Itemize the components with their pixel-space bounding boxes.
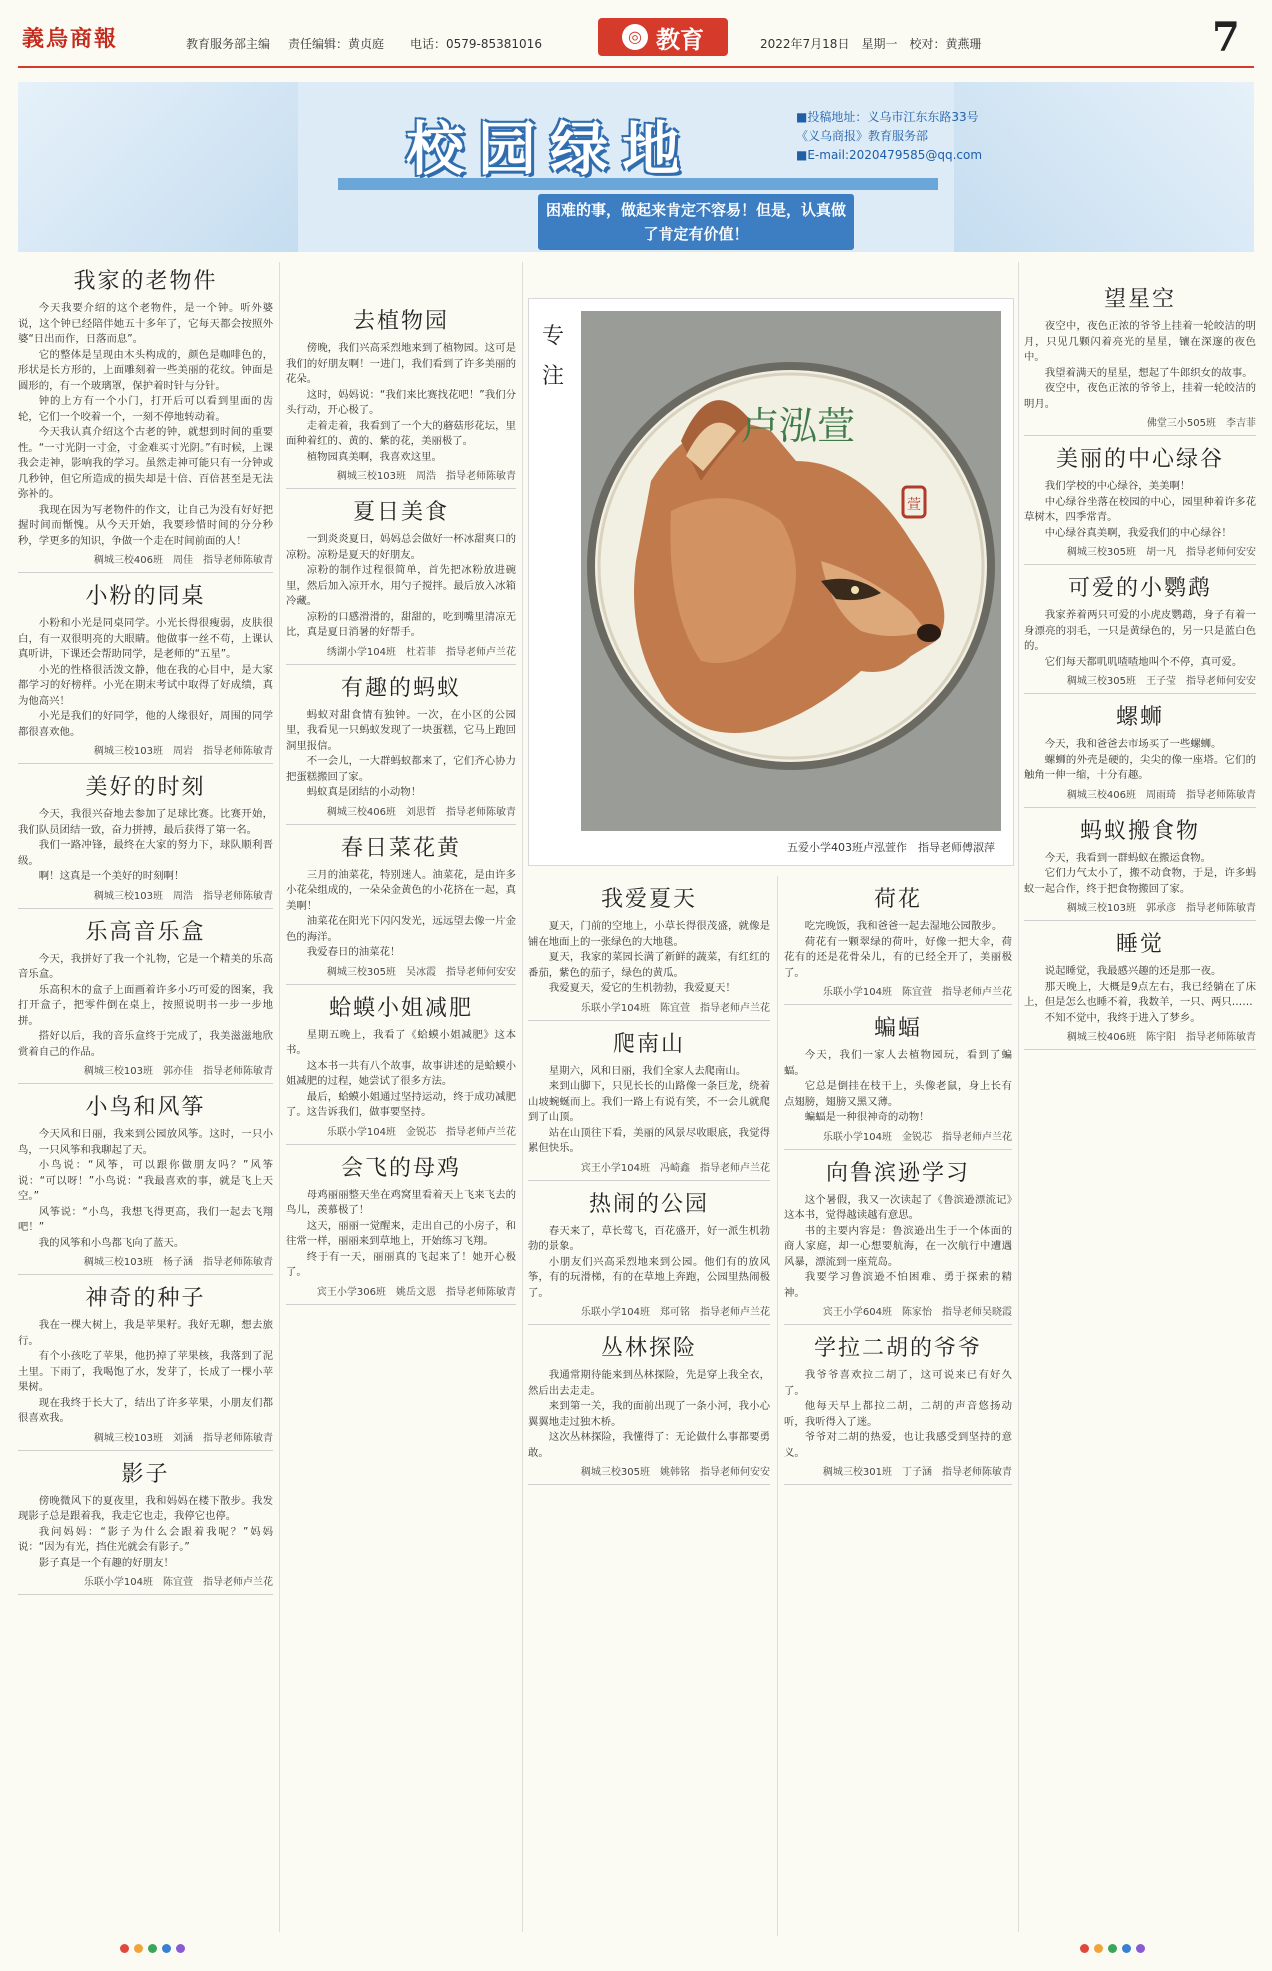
article-paragraph: 蚂蚁真是团结的小动物！ bbox=[306, 786, 422, 798]
article bbox=[18, 915, 273, 1078]
article-paragraph: 有个小孩吃了苹果，他扔掉了苹果核，我落到了泥土里。下雨了，我喝饱了水，发芽了，长成了一棵小苹果树。 bbox=[18, 1350, 273, 1393]
article-title: 美丽的中心绿谷 bbox=[1055, 447, 1224, 472]
article-paragraph: 今天，我拼好了我一个礼物，它是一个精美的乐高音乐盒。 bbox=[18, 952, 273, 980]
article-divider bbox=[528, 1484, 770, 1485]
article-title: 向鲁滨逊学习 bbox=[825, 1160, 970, 1186]
article-paragraph: 我爱春日的油菜花！ bbox=[306, 946, 401, 958]
article bbox=[286, 304, 516, 482]
article-byline: 稠城三校305班 胡一凡 指导老师何安安 bbox=[1066, 547, 1256, 558]
article-divider bbox=[286, 984, 516, 985]
article-paragraph: 中心绿谷坐落在校园的中心，园里种着许多花草树木，四季常青。 bbox=[1024, 495, 1256, 523]
article-byline: 稠城三校406班 陈宇阳 指导老师陈敏青 bbox=[1066, 1032, 1256, 1043]
article-paragraph: 夏天，门前的空地上，小草长得很茂盛，就像是铺在地面上的一张绿色的大地毯。 bbox=[528, 920, 770, 948]
article-byline: 稠城三校103班 周浩 指导老师陈敏青 bbox=[336, 471, 516, 482]
article-title: 去植物园 bbox=[352, 309, 449, 334]
header-divider bbox=[18, 66, 1254, 68]
article-title: 望星空 bbox=[1103, 287, 1176, 312]
article bbox=[784, 1331, 1012, 1478]
article bbox=[1024, 282, 1256, 429]
article-paragraph: 蝙蝠是一种很神奇的动物！ bbox=[804, 1111, 930, 1123]
article-title: 小粉的同桌 bbox=[85, 584, 206, 609]
article-paragraph: 荷花有一颗翠绿的荷叶，好像一把大伞，荷花有的还是花骨朵儿，有的已经全开了，美丽极了。 bbox=[784, 935, 1012, 979]
article-paragraph: 现在我终于长大了，结出了许多苹果，小朋友们都很喜欢我。 bbox=[18, 1396, 273, 1424]
column-divider bbox=[522, 262, 523, 1932]
footer-dot bbox=[176, 1944, 185, 1953]
article-title: 夏日美食 bbox=[352, 500, 449, 525]
column-4 bbox=[784, 876, 1012, 1936]
article-paragraph: 钟的上方有一个小门，打开后可以看到里面的齿轮，它们一个咬着一个，一刻不停地转动着。 bbox=[18, 395, 273, 423]
article-paragraph: 不知不觉中，我终于进入了梦乡。 bbox=[1044, 1011, 1201, 1024]
article-byline: 稠城三校103班 刘涵 指导老师陈敏青 bbox=[93, 1432, 273, 1444]
article-title: 丛林探险 bbox=[600, 1336, 697, 1361]
article-paragraph: 中心绿谷真美啊，我爱我们的中心绿谷！ bbox=[1044, 526, 1232, 539]
newspaper-logo: 義烏商報 bbox=[22, 26, 119, 52]
article-title: 可爱的小鹦鹉 bbox=[1067, 576, 1212, 601]
article bbox=[18, 770, 273, 902]
article-paragraph: 这次丛林探险，我懂得了：无论做什么事都要勇敢。 bbox=[528, 1431, 770, 1459]
fox-painting bbox=[581, 311, 1001, 831]
article-title: 有趣的蚂蚁 bbox=[340, 675, 461, 701]
article bbox=[784, 1011, 1012, 1143]
article bbox=[18, 579, 273, 757]
article-paragraph: 凉粉的口感滑滑的，甜甜的，吃到嘴里清凉无比，真是夏日消暑的好帮手。 bbox=[286, 610, 516, 638]
article-paragraph: 他每天早上都拉二胡，二胡的声音悠扬动听，我听得入了迷。 bbox=[784, 1400, 1012, 1428]
article-paragraph: 今天，我很兴奋地去参加了足球比赛。比赛开始，我们队员团结一致，奋力拼搏，最后获得了第一名。 bbox=[18, 808, 273, 836]
article-byline: 稠城三校103班 周岩 指导老师陈敏青 bbox=[93, 746, 273, 757]
article-title: 热闹的公园 bbox=[588, 1191, 709, 1217]
footer-dots-right bbox=[1080, 1944, 1145, 1962]
article-byline: 宾王小学306班 姚岳文恩 指导老师陈敏青 bbox=[316, 1286, 516, 1298]
article bbox=[784, 1156, 1012, 1319]
article-paragraph: 我现在因为写老物件的作文，让自己为没有好好把握时间而惭愧。从今天开始，我要珍惜时间的分分秒秒，学更多的知识，争做一个走在时间前面的人！ bbox=[18, 503, 273, 547]
article-title: 睡觉 bbox=[1115, 932, 1164, 957]
footer-dot bbox=[134, 1944, 143, 1953]
article-byline: 乐联小学104班 陈宜萱 指导老师卢兰花 bbox=[822, 987, 1012, 998]
article-byline: 佛堂三小505班 李吉菲 bbox=[1146, 418, 1256, 429]
article-paragraph: 书的主要内容是：鲁滨逊出生于一个体面的商人家庭，却一心想要航海，在一次航行中遭遇风暴，漂流到一座荒岛。 bbox=[784, 1224, 1012, 1268]
article bbox=[1024, 927, 1256, 1043]
article-byline: 乐联小学104班 金锐芯 指导老师卢兰花 bbox=[326, 1126, 516, 1138]
article-byline: 乐联小学104班 金锐芯 指导老师卢兰花 bbox=[822, 1131, 1012, 1143]
article-title: 蛤蟆小姐减肥 bbox=[328, 995, 473, 1021]
phone-info: 电话：0579-85381016 bbox=[410, 37, 542, 51]
featured-artwork bbox=[528, 298, 1014, 866]
article-byline: 稠城三校406班 刘思哲 指导老师陈敏青 bbox=[326, 806, 516, 818]
article-byline: 稠城三校301班 丁子涵 指导老师陈敏青 bbox=[822, 1467, 1012, 1478]
section-name: 教育 bbox=[656, 25, 704, 54]
article-paragraph: 我爷爷喜欢拉二胡了，这可说来已有好久了。 bbox=[784, 1369, 1012, 1397]
svg-text:萱: 萱 bbox=[907, 497, 921, 513]
article-paragraph: 影子真是一个有趣的好朋友！ bbox=[38, 1556, 174, 1569]
article-paragraph: 我要学习鲁滨逊不怕困难、勇于探索的精神。 bbox=[784, 1271, 1012, 1299]
article bbox=[286, 991, 516, 1138]
article-paragraph: 傍晚微风下的夏夜里，我和妈妈在楼下散步。我发现影子总是跟着我，我走它也走，我停它也停。 bbox=[18, 1494, 273, 1522]
article bbox=[1024, 442, 1256, 558]
article-divider bbox=[18, 1274, 273, 1275]
article-title: 小鸟和风筝 bbox=[85, 1095, 206, 1120]
article-title: 美好的时刻 bbox=[85, 775, 206, 800]
focus-label: 专注 bbox=[541, 324, 564, 389]
article-divider bbox=[286, 1144, 516, 1145]
article-paragraph: 今天我要介绍的这个老物件，是一个钟。听外婆说，这个钟已经陪伴她五十多年了，它每天都会按照外婆“日出而作，日落而息”。 bbox=[18, 302, 273, 345]
footer-dot bbox=[1108, 1944, 1117, 1953]
article-byline: 宾王小学604班 陈家怡 指导老师吴晓霞 bbox=[822, 1307, 1012, 1318]
article-divider bbox=[1024, 435, 1256, 436]
article-byline: 稠城三校103班 杨子涵 指导老师陈敏青 bbox=[83, 1257, 273, 1268]
article-divider bbox=[18, 908, 273, 909]
article-paragraph: 我通常期待能来到丛林探险，先是穿上我全衣，然后出去走走。 bbox=[528, 1369, 770, 1397]
article-paragraph: 三月的油菜花，特别迷人。油菜花，是由许多小花朵组成的，一朵朵金黄色的小花挤在一起，真美啊！ bbox=[286, 868, 516, 912]
article-divider bbox=[528, 1020, 770, 1021]
article-paragraph: 它的整体是呈现由木头构成的，颜色是咖啡色的，形状是长方形的，上面雕刻着一些美丽的花纹。钟面是圆形的，有一个玻璃罩，保护着时针与分针。 bbox=[18, 348, 273, 392]
article-divider bbox=[1024, 920, 1256, 921]
section-logo-icon: ◎ bbox=[622, 24, 648, 50]
article-paragraph: 爷爷对二胡的热爱，也让我感受到坚持的意义。 bbox=[784, 1431, 1012, 1459]
artist-signature: 卢泓萱 bbox=[741, 404, 856, 448]
page-number: 7 bbox=[1212, 14, 1240, 61]
footer-dots-left bbox=[120, 1944, 185, 1962]
article-paragraph: 我的风筝和小鸟都飞向了蓝天。 bbox=[38, 1236, 185, 1249]
section-banner bbox=[18, 82, 1254, 252]
article-title: 学拉二胡的爷爷 bbox=[813, 1336, 982, 1361]
article-title: 蚂蚁搬食物 bbox=[1079, 818, 1200, 844]
article-byline: 稠城三校103班 郭亦佳 指导老师陈敏青 bbox=[83, 1066, 273, 1077]
article-paragraph: 夜空中，夜色正浓的爷爷上挂着一轮皎洁的明月，只见几颗闪着亮光的星星，镶在深邃的夜色中。 bbox=[1024, 320, 1256, 363]
article-paragraph: 今天，我和爸爸去市场买了一些螺蛳。 bbox=[1044, 738, 1222, 750]
article-divider bbox=[18, 1594, 273, 1595]
article-paragraph: 这本书一共有八个故事，故事讲述的是蛤蟆小姐减肥的过程，她尝试了很多方法。 bbox=[286, 1059, 516, 1087]
article-paragraph: 走着走着，我看到了一个大的蘑菇形花坛，里面种着红的、黄的、紫的花，美丽极了。 bbox=[286, 419, 516, 447]
footer-dot bbox=[162, 1944, 171, 1953]
article-paragraph: 今天，我们一家人去植物园玩，看到了蝙蝠。 bbox=[784, 1049, 1012, 1077]
article-title: 我爱夏天 bbox=[600, 887, 697, 912]
article-paragraph: 它们每天都叽叽喳喳地叫个不停，真可爱。 bbox=[1044, 655, 1243, 668]
article-paragraph: 我家养着两只可爱的小虎皮鹦鹉，身子有着一身漂亮的羽毛，一只是黄绿色的，另一只是蓝白色的。 bbox=[1024, 609, 1256, 652]
article-paragraph: 小鸟说：“风筝，可以跟你做朋友吗？”风筝说：“可以呀！”小鸟说：“我最喜欢的事，就是飞上天空。” bbox=[18, 1159, 273, 1202]
banner-quote: 困难的事，做起来肯定不容易！但是，认真做了肯定有价值！ bbox=[538, 194, 854, 250]
article bbox=[18, 264, 273, 566]
article bbox=[286, 831, 516, 978]
column-divider bbox=[777, 876, 778, 1936]
article-divider bbox=[286, 1304, 516, 1305]
article bbox=[528, 1187, 770, 1319]
article-paragraph: 啊！这真是一个美好的时刻啊！ bbox=[38, 870, 185, 882]
article-divider bbox=[18, 1450, 273, 1451]
article-divider bbox=[1024, 693, 1256, 694]
article-paragraph: 螺蛳的外壳是硬的，尖尖的像一座塔。它们的触角一伸一缩，十分有趣。 bbox=[1024, 753, 1256, 781]
contact-line: ■投稿地址：义乌市江东东路33号 bbox=[796, 110, 979, 124]
article-byline: 乐联小学104班 郑可铭 指导老师卢兰花 bbox=[580, 1307, 770, 1318]
banner-decoration bbox=[954, 82, 1254, 252]
article-byline: 宾王小学104班 冯崎鑫 指导老师卢兰花 bbox=[580, 1162, 770, 1174]
article-paragraph: 我望着满天的星星，想起了牛郎织女的故事。 bbox=[1044, 366, 1253, 379]
article-paragraph: 小朋友们兴高采烈地来到公园。他们有的放风筝，有的玩滑梯，有的在草地上奔跑，公园里热闹极了。 bbox=[528, 1255, 770, 1299]
article-paragraph: 终于有一天，丽丽真的飞起来了！她开心极了。 bbox=[286, 1250, 516, 1278]
article-paragraph: 风筝说：“小鸟，我想飞得更高，我们一起去飞翔吧！” bbox=[18, 1205, 273, 1233]
article-byline: 稠城三校305班 姚韩铭 指导老师何安安 bbox=[580, 1467, 770, 1478]
article-title: 爬南山 bbox=[612, 1031, 685, 1057]
article-divider bbox=[784, 1484, 1012, 1485]
article-divider bbox=[1024, 1049, 1256, 1050]
article-paragraph: 星期五晚上，我看了《蛤蟆小姐减肥》这本书。 bbox=[286, 1028, 516, 1056]
article-divider bbox=[528, 1180, 770, 1181]
article-divider bbox=[1024, 564, 1256, 565]
article-paragraph: 小光是我们的好同学，他的人缘很好，周围的同学都很喜欢他。 bbox=[18, 710, 273, 738]
banner-contact bbox=[796, 108, 982, 165]
contact-line: ■E-mail:2020479585@qq.com bbox=[796, 148, 983, 162]
article-title: 会飞的母鸡 bbox=[340, 1155, 461, 1181]
article-byline: 乐联小学104班 陈宜萱 指导老师卢兰花 bbox=[580, 1002, 770, 1014]
article bbox=[1024, 571, 1256, 687]
article-byline: 稠城三校406班 周雨琦 指导老师陈敏青 bbox=[1066, 789, 1256, 801]
article bbox=[528, 1331, 770, 1478]
article-paragraph: 今天风和日丽，我来到公园放风筝。这时，一只小鸟，一只风筝和我聊起了天。 bbox=[18, 1128, 273, 1156]
dept-info: 教育服务部主编 bbox=[186, 37, 271, 51]
article-paragraph: 夏天，我家的菜园长满了新鲜的蔬菜，有红红的番茄，紫色的茄子，绿色的黄瓜。 bbox=[528, 951, 770, 979]
article-byline: 稠城三校103班 周浩 指导老师陈敏青 bbox=[93, 890, 273, 902]
article-divider bbox=[286, 824, 516, 825]
column-divider bbox=[279, 262, 280, 1932]
article-paragraph: 最后，蛤蟆小姐通过坚持运动，终于成功减肥了。这告诉我们，做事要坚持。 bbox=[286, 1090, 516, 1118]
article-title: 螺蛳 bbox=[1115, 705, 1164, 730]
artwork-caption: 五爱小学403班卢泓萱作 指导老师傅淑萍 bbox=[787, 841, 995, 854]
banner-title: 校园绿地 bbox=[406, 115, 695, 183]
article-divider bbox=[784, 1149, 1012, 1150]
footer-dot bbox=[1136, 1944, 1145, 1953]
footer-dot bbox=[1122, 1944, 1131, 1953]
article-paragraph: 我在一棵大树上，我是苹果籽。我好无聊，想去旅行。 bbox=[18, 1319, 273, 1347]
article-title: 我家的老物件 bbox=[73, 269, 218, 294]
page-header bbox=[0, 0, 1272, 70]
article-paragraph: 这个暑假，我又一次读起了《鲁滨逊漂流记》这本书，觉得越读越有意思。 bbox=[784, 1193, 1012, 1221]
article bbox=[528, 882, 770, 1014]
article-paragraph: 傍晚，我们兴高采烈地来到了植物园。这可是我们的好朋友啊！一进门，我们看到了许多美丽的花朵。 bbox=[286, 342, 516, 385]
article-byline: 稠城三校305班 王子莹 指导老师何安安 bbox=[1066, 676, 1256, 687]
article-divider bbox=[1024, 807, 1256, 808]
article-paragraph: 乐高积木的盒子上面画着许多小巧可爱的图案，我打开盒子，把零件倒在桌上，按照说明书一步一步地拼。 bbox=[18, 983, 273, 1027]
article-byline: 稠城三校103班 郭承彦 指导老师陈敏青 bbox=[1066, 903, 1256, 914]
article-paragraph: 小光的性格很活泼文静，他在我的心目中，是大家都学习的好榜样。小光在期末考试中取得了好成绩，真为他高兴！ bbox=[18, 663, 273, 707]
article-byline: 稠城三校305班 吴冰霞 指导老师何安安 bbox=[326, 966, 516, 978]
article bbox=[1024, 700, 1256, 801]
section-badge bbox=[598, 18, 728, 56]
article-byline: 稠城三校406班 周佳 指导老师陈敏青 bbox=[93, 555, 273, 566]
article-divider bbox=[528, 1324, 770, 1325]
article-paragraph: 那天晚上，大概是9点左右，我已经躺在了床上，但是怎么也睡不着，我数羊，一只、两只…… bbox=[1024, 980, 1256, 1008]
article-paragraph: 春天来了，草长莺飞，百花盛开，好一派生机勃勃的景象。 bbox=[528, 1224, 770, 1252]
column-2 bbox=[286, 298, 516, 1938]
footer-dot bbox=[148, 1944, 157, 1953]
article-divider bbox=[286, 488, 516, 489]
article bbox=[18, 1281, 273, 1444]
article-paragraph: 我爱夏天，爱它的生机勃勃，我爱夏天！ bbox=[548, 982, 736, 994]
article-title: 乐高音乐盒 bbox=[85, 919, 206, 945]
banner-decoration bbox=[18, 82, 298, 252]
article-paragraph: 油菜花在阳光下闪闪发光，远远望去像一片金色的海洋。 bbox=[286, 915, 516, 943]
article-paragraph: 我问妈妈：“影子为什么会跟着我呢？”妈妈说：“因为有光，挡住光就会有影子。” bbox=[18, 1525, 273, 1553]
article-paragraph: 我们一路冲锋，最终在大家的努力下，球队顺利晋级。 bbox=[18, 839, 273, 867]
article-paragraph: 小粉和小光是同桌同学。小光长得很瘦弱，皮肤很白，有一双很明亮的大眼睛。他做事一丝不苟，上课认真听讲，下课还会帮助同学，是老师的“五星”。 bbox=[18, 617, 273, 660]
article bbox=[286, 1151, 516, 1298]
column-1 bbox=[18, 258, 273, 1938]
article bbox=[18, 1090, 273, 1268]
article-paragraph: 今天，我看到一群蚂蚁在搬运食物。 bbox=[1044, 851, 1212, 864]
article-paragraph: 不一会儿，一大群蚂蚁都来了，它们齐心协力把蛋糕搬回了家。 bbox=[286, 755, 516, 783]
article-divider bbox=[18, 1083, 273, 1084]
article-paragraph: 我们学校的中心绿谷，美美啊！ bbox=[1044, 480, 1191, 492]
editor-info: 责任编辑：黄贞庭 bbox=[288, 37, 385, 51]
article-paragraph: 一到炎炎夏日，妈妈总会做好一杯冰甜爽口的凉粉。凉粉是夏天的好朋友。 bbox=[286, 533, 516, 561]
article-paragraph: 说起睡觉，我最感兴趣的还是那一夜。 bbox=[1044, 965, 1222, 977]
footer-dot bbox=[120, 1944, 129, 1953]
article-paragraph: 蚂蚁对甜食情有独钟。一次，在小区的公园里，我看见一只蚂蚁发现了一块蛋糕，它马上跑回洞里报信。 bbox=[286, 708, 516, 752]
article bbox=[18, 1457, 273, 1589]
article bbox=[784, 882, 1012, 998]
column-divider bbox=[1018, 262, 1019, 1932]
article-divider bbox=[18, 572, 273, 573]
article-paragraph: 星期六，风和日丽，我们全家人去爬南山。 bbox=[548, 1064, 747, 1077]
article-paragraph: 今天我认真介绍这个古老的钟，就想到时间的重要性。“一寸光阴一寸金，寸金难买寸光阴。”有时候，上课我会走神，影响我的学习。虽然走神可能只有一分钟或几秒钟，但它所造成的损失却是十倍、百倍甚至是无法弥补的。 bbox=[18, 426, 273, 500]
article-title: 神奇的种子 bbox=[85, 1286, 206, 1311]
footer-dot bbox=[1094, 1944, 1103, 1953]
article-byline: 绣湖小学104班 杜若菲 指导老师卢兰花 bbox=[326, 646, 516, 658]
article bbox=[1024, 814, 1256, 915]
article-paragraph: 植物园真美啊，我喜欢这里。 bbox=[306, 450, 442, 463]
article-title: 蝙蝠 bbox=[873, 1016, 922, 1041]
article-paragraph: 凉粉的制作过程很简单，首先把冰粉放进碗里，然后加入凉开水，用勺子搅拌。最后放入冰箱冷藏。 bbox=[286, 564, 516, 607]
article-divider bbox=[784, 1004, 1012, 1005]
article-divider bbox=[784, 1324, 1012, 1325]
article-paragraph: 来到第一关，我的面前出现了一条小河，我小心翼翼地走过独木桥。 bbox=[528, 1400, 770, 1428]
article bbox=[286, 495, 516, 658]
contact-line: 《义乌商报》教育服务部 bbox=[796, 129, 929, 143]
article-paragraph: 来到山脚下，只见长长的山路像一条巨龙，绕着山坡蜿蜒而上。我们一路上有说有笑，不一会儿就爬到了山顶。 bbox=[528, 1080, 770, 1123]
article-title: 影子 bbox=[121, 1461, 170, 1487]
article-paragraph: 这天，丽丽一觉醒来，走出自己的小房子，和往常一样，丽丽来到草地上，开始练习飞翔。 bbox=[286, 1219, 516, 1247]
article-paragraph: 母鸡丽丽整天坐在鸡窝里看着天上飞来飞去的鸟儿，羡慕极了！ bbox=[286, 1188, 516, 1216]
article-paragraph: 站在山顶往下看，美丽的风景尽收眼底，我觉得累但快乐。 bbox=[528, 1126, 770, 1154]
article-paragraph: 它们力气太小了，搬不动食物，于是，许多蚂蚁一起合作，终于把食物搬回了家。 bbox=[1024, 867, 1256, 895]
article-paragraph: 夜空中，夜色正浓的爷爷上，挂着一轮皎洁的明月。 bbox=[1024, 382, 1256, 410]
date-info: 2022年7月18日 星期一 校对：黄燕珊 bbox=[760, 37, 982, 51]
article-title: 荷花 bbox=[873, 887, 922, 912]
column-5 bbox=[1024, 276, 1256, 1938]
article-title: 春日菜花黄 bbox=[340, 835, 461, 861]
article bbox=[286, 671, 516, 818]
article-divider bbox=[18, 763, 273, 764]
article-byline: 乐联小学104班 陈宜萱 指导老师卢兰花 bbox=[83, 1577, 273, 1588]
article-paragraph: 这时，妈妈说：“我们来比赛找花吧！”我们分头行动，开心极了。 bbox=[286, 388, 516, 416]
article-divider bbox=[286, 664, 516, 665]
article bbox=[528, 1027, 770, 1174]
article-paragraph: 它总是倒挂在枝干上，头像老鼠，身上长有点翅膀，翅膀又黑又薄。 bbox=[784, 1080, 1012, 1108]
article-paragraph: 吃完晚饭，我和爸爸一起去湿地公园散步。 bbox=[804, 920, 1003, 932]
footer-dot bbox=[1080, 1944, 1089, 1953]
article-paragraph: 搭好以后，我的音乐盒终于完成了，我美滋滋地欣赏着自己的作品。 bbox=[18, 1030, 273, 1058]
column-3 bbox=[528, 876, 770, 1936]
